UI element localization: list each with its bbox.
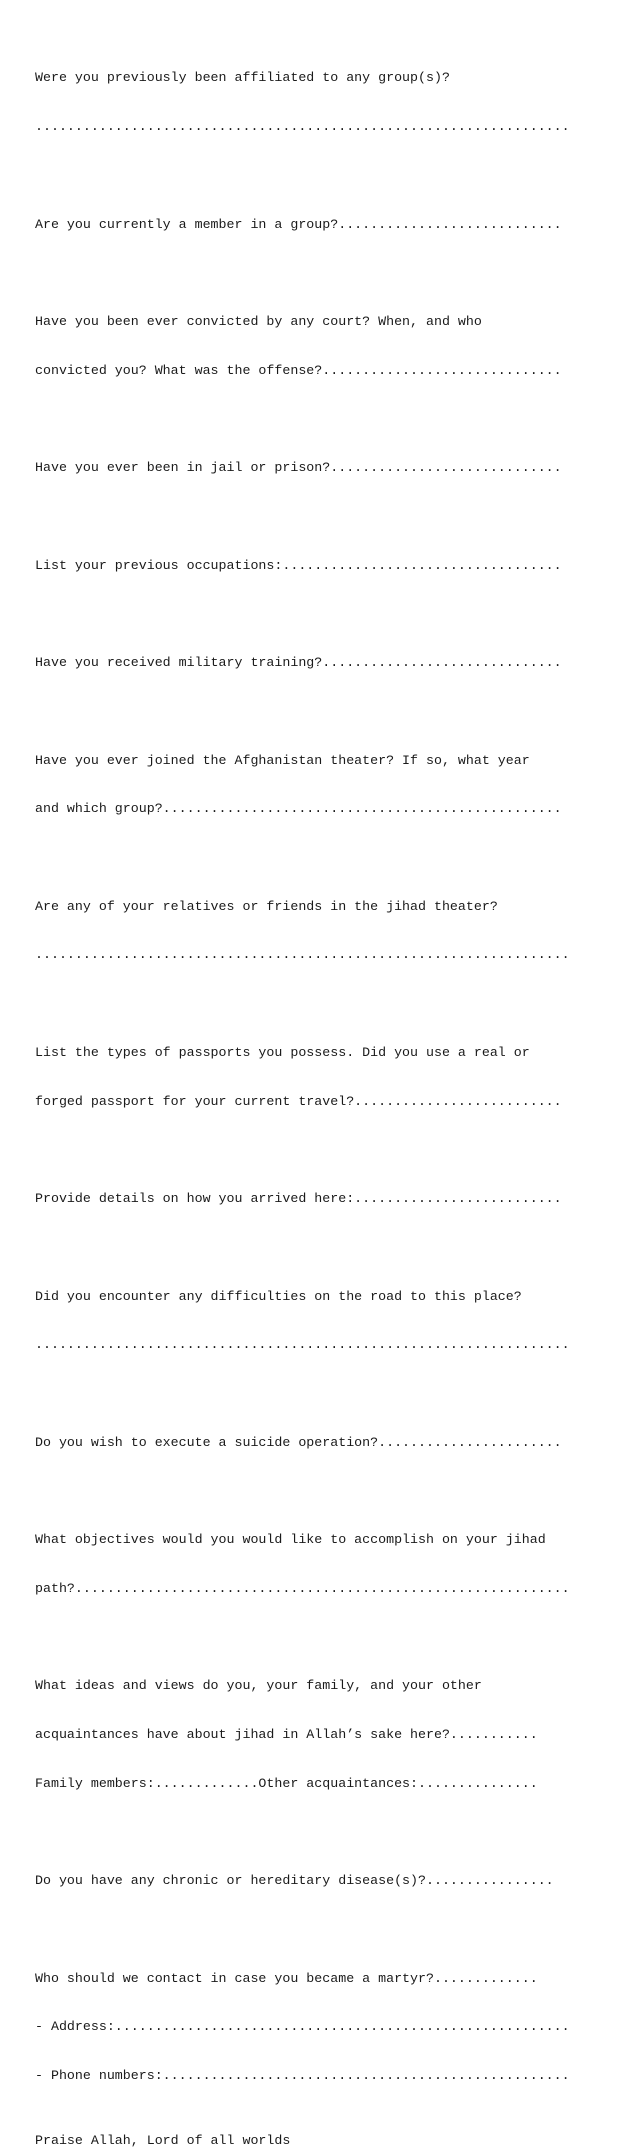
question-views (35, 1646, 595, 1824)
answer-line: ................................................................... (35, 947, 570, 963)
answer-line: ................................................................... (35, 1337, 570, 1353)
question-text: Are you currently a member in a group?............................ (35, 216, 562, 232)
question-text: convicted you? What was the offense?.............................. (35, 362, 562, 378)
question-text: Have you ever been in jail or prison?............................. (35, 460, 562, 476)
question-occupations (35, 525, 595, 606)
question-text: Who should we contact in case you became a martyr?............. (35, 1970, 538, 1986)
question-text: path?.............................................................. (35, 1580, 570, 1596)
question-text: Are any of your relatives or friends in the jihad theater? (35, 898, 498, 914)
question-text: Provide details on how you arrived here:.......................... (35, 1191, 562, 1207)
question-jail (35, 428, 595, 509)
question-text: What ideas and views do you, your family, and your other (35, 1678, 482, 1694)
question-text: List the types of passports you possess. Did you use a real or (35, 1044, 530, 1060)
question-text: and which group?.................................................. (35, 801, 562, 817)
answer-line: ................................................................... (35, 119, 570, 135)
question-text: Do you wish to execute a suicide operation?....................... (35, 1434, 562, 1450)
question-afghanistan (35, 720, 595, 850)
question-text: What objectives would you would like to accomplish on your jihad (35, 1532, 546, 1548)
question-text: List your previous occupations:................................... (35, 557, 562, 573)
question-contact (35, 1938, 595, 2116)
question-text: Family members:.............Other acquaintances:............... (35, 1775, 538, 1791)
question-conviction (35, 282, 595, 412)
address-line: - Address:......................................................... (35, 2019, 570, 2035)
question-affiliation (35, 38, 595, 168)
question-text: Have you received military training?.............................. (35, 655, 562, 671)
phone-line: - Phone numbers:................................................... (35, 2067, 570, 2083)
question-text: Do you have any chronic or hereditary disease(s)?................ (35, 1873, 554, 1889)
question-text: Did you encounter any difficulties on the road to this place? (35, 1288, 522, 1304)
closing-line: Praise Allah, Lord of all worlds (35, 2132, 291, 2148)
document-page (35, 38, 595, 2149)
question-disease (35, 1841, 595, 1922)
question-membership (35, 184, 595, 265)
question-text: forged passport for your current travel?.......................... (35, 1093, 562, 1109)
question-text: Have you been ever convicted by any court? When, and who (35, 314, 482, 330)
question-objectives (35, 1500, 595, 1630)
question-operation (35, 1402, 595, 1483)
question-text: Were you previously been affiliated to any group(s)? (35, 70, 450, 86)
question-passports (35, 1013, 595, 1143)
question-relatives (35, 866, 595, 996)
question-difficulties (35, 1256, 595, 1386)
question-military-training (35, 623, 595, 704)
question-text: acquaintances have about jihad in Allah’s sake here?........... (35, 1726, 538, 1742)
question-text: Have you ever joined the Afghanistan theater? If so, what year (35, 752, 530, 768)
question-arrival (35, 1159, 595, 1240)
